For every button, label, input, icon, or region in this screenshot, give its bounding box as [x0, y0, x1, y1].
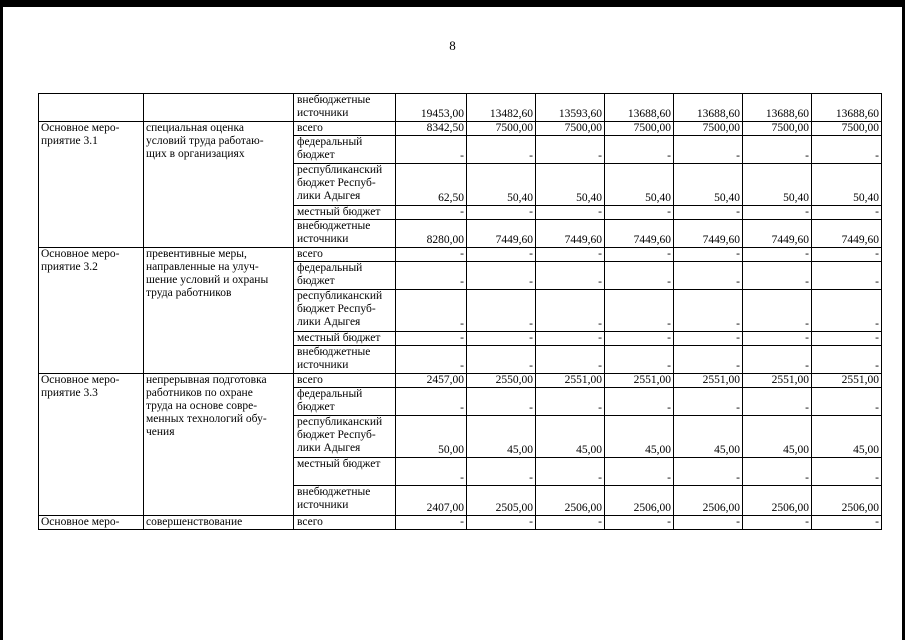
value-cell: 2506,00 [605, 486, 674, 516]
value-cell: - [396, 206, 467, 220]
budget-table-body [39, 94, 882, 530]
funding-source-line: лики Адыгея [297, 316, 361, 328]
value-cell: 7500,00 [743, 122, 812, 136]
value-cell: 7449,60 [605, 220, 674, 248]
value-cell: - [674, 346, 743, 374]
value-cell: - [536, 262, 605, 290]
funding-source-cell [294, 458, 396, 486]
measure-description-line: труда работников [146, 287, 232, 299]
value-cell: - [812, 290, 882, 332]
value-cell: 2506,00 [536, 486, 605, 516]
funding-source-line: внебюджетные [297, 220, 371, 232]
value-cell: 45,00 [743, 416, 812, 458]
value-cell: - [467, 346, 536, 374]
funding-source-cell [294, 136, 396, 164]
funding-source-line: республиканский [297, 290, 383, 302]
value-cell: - [605, 248, 674, 262]
value-cell: - [467, 206, 536, 220]
value-cell: 7449,60 [812, 220, 882, 248]
funding-source-line: всего [297, 374, 323, 386]
value-cell: - [743, 262, 812, 290]
value-cell: - [812, 248, 882, 262]
value-cell: - [812, 332, 882, 346]
measure-name-line: приятие 3.3 [41, 387, 98, 399]
value-cell: 13593,60 [536, 94, 605, 122]
value-cell: - [396, 516, 467, 530]
value-cell: 7500,00 [467, 122, 536, 136]
table-row [39, 122, 882, 136]
measure-name-line: Основное меро- [41, 122, 120, 134]
funding-source-line: лики Адыгея [297, 190, 361, 202]
funding-source-cell [294, 248, 396, 262]
funding-source-cell [294, 516, 396, 530]
measure-name-line: приятие 3.1 [41, 135, 98, 147]
measure-name-cell [39, 248, 144, 374]
value-cell: - [536, 206, 605, 220]
value-cell: 13688,60 [605, 94, 674, 122]
funding-source-cell [294, 122, 396, 136]
table-row [39, 516, 882, 530]
value-cell: 45,00 [467, 416, 536, 458]
value-cell: - [674, 290, 743, 332]
value-cell: - [467, 458, 536, 486]
value-cell: 50,40 [605, 164, 674, 206]
measure-name-line: приятие 3.2 [41, 261, 98, 273]
value-cell: 7449,60 [536, 220, 605, 248]
measure-name-line: Основное меро- [41, 516, 120, 528]
measure-name-cell [39, 516, 144, 530]
value-cell: 50,40 [674, 164, 743, 206]
value-cell: 13688,60 [674, 94, 743, 122]
value-cell: - [536, 516, 605, 530]
value-cell: 50,00 [396, 416, 467, 458]
value-cell: - [605, 332, 674, 346]
funding-source-line: источники [297, 359, 349, 371]
value-cell: 2506,00 [743, 486, 812, 516]
measure-description-line: щих в организациях [146, 148, 245, 160]
value-cell: 50,40 [812, 164, 882, 206]
value-cell: 2506,00 [674, 486, 743, 516]
value-cell: - [812, 262, 882, 290]
value-cell: 2506,00 [812, 486, 882, 516]
value-cell: - [536, 346, 605, 374]
value-cell: - [743, 388, 812, 416]
value-cell: - [396, 136, 467, 164]
value-cell: 45,00 [812, 416, 882, 458]
value-cell: - [743, 516, 812, 530]
value-cell: 2551,00 [743, 374, 812, 388]
funding-source-cell [294, 332, 396, 346]
value-cell: - [536, 136, 605, 164]
funding-source-cell [294, 416, 396, 458]
measure-cell [39, 94, 144, 122]
funding-source-line: внебюджетные [297, 94, 371, 106]
funding-source-line: источники [297, 107, 349, 119]
measure-description-line: направленные на улуч- [146, 261, 259, 273]
funding-source-line: местный бюджет [297, 332, 381, 344]
value-cell: - [674, 136, 743, 164]
page-number: 8 [449, 38, 456, 53]
funding-source-cell [294, 290, 396, 332]
measure-name-cell [39, 122, 144, 248]
value-cell: 7500,00 [674, 122, 743, 136]
value-cell: 2505,00 [467, 486, 536, 516]
funding-source-line: бюджет [297, 401, 335, 413]
value-cell: 2551,00 [674, 374, 743, 388]
value-cell: - [467, 290, 536, 332]
measure-description-cell [144, 248, 294, 374]
value-cell: - [467, 136, 536, 164]
value-cell: 50,40 [536, 164, 605, 206]
value-cell: - [536, 290, 605, 332]
table-row [39, 94, 882, 122]
value-cell: - [396, 290, 467, 332]
funding-source-line: республиканский [297, 164, 383, 176]
value-cell: 7449,60 [743, 220, 812, 248]
value-cell: 19453,00 [396, 94, 467, 122]
value-cell: - [396, 262, 467, 290]
funding-source-line: всего [297, 122, 323, 134]
value-cell: 7500,00 [605, 122, 674, 136]
value-cell: 45,00 [536, 416, 605, 458]
funding-source-cell [294, 374, 396, 388]
measure-description-line: совершенствование [146, 516, 243, 528]
value-cell: - [605, 136, 674, 164]
value-cell: - [467, 388, 536, 416]
measure-description-line: труда на основе совре- [146, 400, 258, 412]
value-cell: - [605, 388, 674, 416]
value-cell: - [605, 516, 674, 530]
measure-description-line: шение условий и охраны [146, 274, 269, 286]
value-cell: - [674, 516, 743, 530]
value-cell: - [396, 248, 467, 262]
value-cell: - [605, 290, 674, 332]
value-cell: 50,40 [743, 164, 812, 206]
page-top-border [0, 0, 905, 7]
funding-source-line: бюджет Респуб- [297, 177, 376, 189]
measure-description-line: специальная оценка [146, 122, 244, 134]
value-cell: 2551,00 [812, 374, 882, 388]
value-cell: - [536, 458, 605, 486]
value-cell: - [812, 206, 882, 220]
funding-source-cell [294, 388, 396, 416]
funding-source-line: источники [297, 499, 349, 511]
value-cell: - [743, 346, 812, 374]
measure-description-line: условий труда работаю- [146, 135, 264, 147]
measure-description-line: работников по охране [146, 387, 253, 399]
value-cell: 2551,00 [536, 374, 605, 388]
value-cell: - [605, 346, 674, 374]
value-cell: 7500,00 [536, 122, 605, 136]
value-cell: - [467, 332, 536, 346]
value-cell: - [674, 206, 743, 220]
value-cell: - [812, 346, 882, 374]
value-cell: 13482,60 [467, 94, 536, 122]
funding-source-line: бюджет Респуб- [297, 429, 376, 441]
funding-source-line: всего [297, 248, 323, 260]
measure-description-line: непрерывная подготовка [146, 374, 267, 386]
value-cell: - [536, 332, 605, 346]
value-cell: 2551,00 [605, 374, 674, 388]
funding-source-line: внебюджетные [297, 486, 371, 498]
value-cell: 50,40 [467, 164, 536, 206]
budget-table [38, 93, 882, 530]
value-cell: - [674, 458, 743, 486]
measure-description-line: менных технологий обу- [146, 413, 267, 425]
value-cell: 2457,00 [396, 374, 467, 388]
measure-name-line: Основное меро- [41, 374, 120, 386]
value-cell: - [812, 516, 882, 530]
value-cell: 8280,00 [396, 220, 467, 248]
funding-source-line: бюджет [297, 275, 335, 287]
measure-description-cell [144, 374, 294, 516]
value-cell: - [605, 262, 674, 290]
value-cell: 62,50 [396, 164, 467, 206]
value-cell: - [743, 136, 812, 164]
funding-source-line: источники [297, 233, 349, 245]
value-cell: - [605, 206, 674, 220]
value-cell: - [396, 332, 467, 346]
description-cell [144, 94, 294, 122]
value-cell: - [467, 262, 536, 290]
funding-source-cell [294, 346, 396, 374]
value-cell: - [674, 262, 743, 290]
table-row [39, 248, 882, 262]
measure-description-cell [144, 516, 294, 530]
value-cell: - [396, 346, 467, 374]
value-cell: - [396, 388, 467, 416]
value-cell: 7449,60 [674, 220, 743, 248]
value-cell: - [743, 332, 812, 346]
value-cell: 13688,60 [743, 94, 812, 122]
value-cell: 45,00 [674, 416, 743, 458]
funding-source-line: лики Адыгея [297, 442, 361, 454]
value-cell: - [674, 388, 743, 416]
value-cell: - [467, 248, 536, 262]
funding-source-line: внебюджетные [297, 346, 371, 358]
funding-source-line: федеральный [297, 388, 363, 400]
funding-source-cell [294, 164, 396, 206]
value-cell: - [812, 388, 882, 416]
page-left-border [0, 0, 3, 640]
value-cell: - [536, 388, 605, 416]
value-cell: - [743, 206, 812, 220]
measure-description-cell [144, 122, 294, 248]
measure-description-line: превентивные меры, [146, 248, 247, 260]
value-cell: - [396, 458, 467, 486]
funding-source-line: федеральный [297, 136, 363, 148]
value-cell: 45,00 [605, 416, 674, 458]
funding-source-cell [294, 94, 396, 122]
funding-source-line: бюджет Респуб- [297, 303, 376, 315]
value-cell: 7500,00 [812, 122, 882, 136]
value-cell: - [674, 332, 743, 346]
funding-source-line: бюджет [297, 149, 335, 161]
value-cell: - [743, 458, 812, 486]
value-cell: - [812, 458, 882, 486]
value-cell: - [743, 290, 812, 332]
funding-source-cell [294, 206, 396, 220]
measure-description-line: чения [146, 426, 175, 438]
value-cell: 2407,00 [396, 486, 467, 516]
funding-source-line: местный бюджет [297, 206, 381, 218]
value-cell: 8342,50 [396, 122, 467, 136]
table-row [39, 374, 882, 388]
funding-source-line: всего [297, 516, 323, 528]
value-cell: 13688,60 [812, 94, 882, 122]
value-cell: - [467, 516, 536, 530]
funding-source-line: местный бюджет [297, 458, 381, 470]
value-cell: - [812, 136, 882, 164]
measure-name-line: Основное меро- [41, 248, 120, 260]
value-cell: - [605, 458, 674, 486]
measure-name-cell [39, 374, 144, 516]
funding-source-cell [294, 486, 396, 516]
value-cell: 7449,60 [467, 220, 536, 248]
value-cell: - [536, 248, 605, 262]
value-cell: - [674, 248, 743, 262]
funding-source-line: федеральный [297, 262, 363, 274]
funding-source-line: республиканский [297, 416, 383, 428]
funding-source-cell [294, 262, 396, 290]
funding-source-cell [294, 220, 396, 248]
value-cell: - [743, 248, 812, 262]
value-cell: 2550,00 [467, 374, 536, 388]
